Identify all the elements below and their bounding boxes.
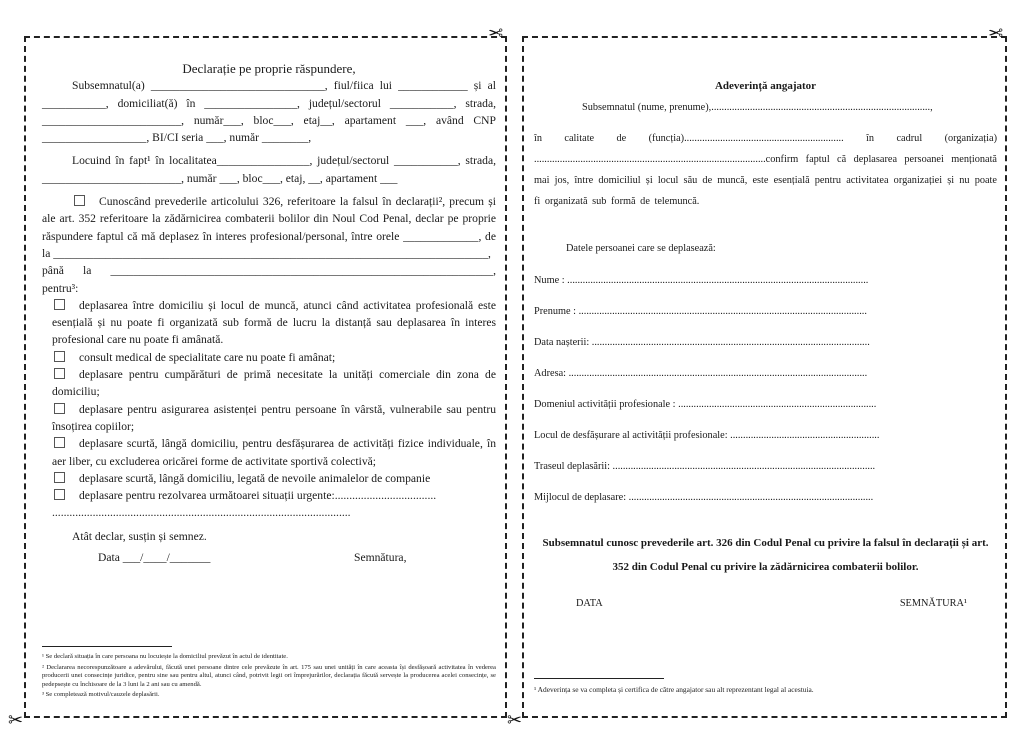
declaration-residence: Locuind în fapt¹ în localitatea________________, județul/sectorul ___________, strada, ________________________, număr ___, bloc___, etaj, __, apartament ___ (42, 154, 496, 185)
declaration-statement (42, 193, 496, 262)
checkbox-icon[interactable] (74, 195, 85, 206)
certificate-title: Adeverință angajator (714, 80, 817, 92)
field-transport[interactable]: Mijlocul de deplasare: ............................................................................................... (534, 492, 874, 503)
option-label: consult medical de specialitate care nu poate fi amânat; (79, 350, 336, 364)
scissors-icon: ✂ (8, 710, 24, 731)
footnotes (42, 646, 496, 702)
certificate-footnote (534, 678, 997, 694)
option-label: deplasare pentru rezolvarea următoarei situații urgente:................................... (79, 489, 437, 503)
option-work (42, 297, 496, 349)
scissors-icon: ✂ (488, 21, 504, 42)
option-pets (42, 470, 496, 487)
option-label: deplasare scurtă, lângă domiciliu, pentru desfășurarea de activități fizice individuale, în aer liber, cu excluderea oricărei forme de activitate sportivă colectivă; (52, 437, 496, 468)
footnote-divider (534, 678, 664, 679)
declaration-intro: Subsemnatul(a) ______________________________, fiul/fiica lui ____________ și al ___________, domiciliat(ă) în ________________, județul/sectorul ___________, strada, ________________________, număr___, bloc___, etaj__, apartament ___, având CNP __________________, BI/CI seria ___, număr ________, (42, 79, 496, 145)
date-label[interactable]: Data ___/____/_______ (98, 551, 211, 565)
field-name[interactable]: Nume : ..................................................................................................................... (534, 275, 869, 286)
footnote-1: ¹ Se declară situația în care persoana nu locuiește la domiciliul prevăzut în actul de identitate. (42, 653, 288, 660)
option-label: deplasare pentru asigurarea asistenței pentru persoane în vârstă, vulnerabile sau pentru însoțirea copiilor; (52, 402, 496, 433)
signature-row (42, 549, 496, 567)
declaration-body (42, 60, 496, 567)
option-exercise (42, 435, 496, 470)
field-address[interactable]: Adresa: .................................................................................................................... (534, 368, 868, 379)
checkbox-icon[interactable] (54, 368, 65, 379)
option-label: deplasare pentru cumpărături de primă necesitate la unități comerciale din zona de domiciliu; (52, 368, 496, 399)
statement-text: Cunoscând prevederile articolului 326, referitoare la falsul în declarații², precum și ale art. 352 referitoare la zădărnicirea combaterii bolilor din Noul Cod Penal, declar pe propriе răspundere faptul că mă deplasez în interes profesional/personal, între orele _____________, de la ___________________________________________________________________________, (42, 195, 496, 260)
declaration-until: până la __________________________________________________________________, pentru³: (42, 264, 496, 295)
cert-date-label[interactable]: DATA (576, 598, 603, 609)
option-medical (42, 349, 496, 366)
employer-confirmation: în calitate de (funcția).............................................................. în cadrul (organizația) ..........................................................................................confirm faptul că deplasarea persoanei menționată mai jos, între domiciliul și locul său de muncă, este esențială pentru activitatea organizației și nu poate fi organizată sub formă de telemuncă. (534, 133, 997, 207)
field-domain[interactable]: Domeniul activității profesionale : ............................................................................. (534, 399, 877, 410)
scissors-icon: ✂ (988, 21, 1004, 42)
closing-statement: Subsemnatul cunosc prevederile art. 326 din Codul Penal cu privire la falsul în declarații și art. 352 din Codul Penal cu privire la zădărnicirea combaterii bolilor. (542, 537, 989, 573)
field-route[interactable]: Traseul deplasării: ...................................................................................................... (534, 461, 876, 472)
option-label: deplasarea între domiciliu și locul de muncă, atunci când activitatea profesională este esențială și nu poate fi organizată sub formă de lucru la distanță sau deplasarea în interes profesional care nu poate fi amânată. (52, 298, 496, 347)
checkbox-icon[interactable] (54, 351, 65, 362)
declaration-title: Declarație pe propriе răspundere, (182, 61, 356, 76)
checkbox-icon[interactable] (54, 489, 65, 500)
footnote-divider (42, 646, 172, 647)
option-urgent (42, 487, 496, 504)
certificate-body (534, 76, 997, 613)
field-workplace[interactable]: Locul de desfășurare al activității profesionale: .......................................................... (534, 430, 880, 441)
certificate-signature-row (534, 593, 997, 613)
footnote-3: ³ Se completează motivul/cauzele deplasării. (42, 691, 160, 699)
declare-text: Atât declar, susțin și semnez. (72, 529, 207, 543)
field-surname[interactable]: Prenume : ................................................................................................................ (534, 306, 867, 317)
cert-signature-label[interactable]: SEMNĂTURA¹ (899, 598, 967, 609)
checkbox-icon[interactable] (54, 403, 65, 414)
urgent-dotline[interactable]: ....................................................................................................... (52, 506, 351, 520)
checkbox-icon[interactable] (54, 472, 65, 483)
employer-name-line[interactable]: Subsemnatul (nume, prenume),....................................................................................., (582, 102, 933, 113)
person-data-heading: Datele persoanei care se deplasează: (566, 243, 716, 254)
field-birthdate[interactable]: Data nașterii: ............................................................................................................ (534, 337, 870, 348)
scissors-icon: ✂ (507, 710, 523, 731)
checkbox-icon[interactable] (54, 299, 65, 310)
certificate-footnote-text: ¹ Adeverința se va completa și certifica de către angajator sau alt reprezentant legal al acestuia. (534, 685, 814, 694)
option-assistance (42, 401, 496, 436)
option-shopping (42, 366, 496, 401)
employer-certificate (522, 36, 1007, 718)
option-label: deplasare scurtă, lângă domiciliu, legată de nevoile animalelor de companie (79, 471, 431, 485)
declaration-form (24, 36, 507, 718)
checkbox-icon[interactable] (54, 437, 65, 448)
footnote-2: ² Declararea necorespunzătoare a adevărului, făcută unei persoane dintre cele prevăzute în art. 175 sau unei unități în care aceasta își desfășoară activitatea în vederea producerii unei consecințe juridice, pentru sine sau pentru altul, atunci când, potrivit legii ori împrejurărilor, declarația făcută servește la producerea acelei consecințe, se pedepsește cu închisoare de la 3 luni la 2 ani sau cu amendă. (42, 663, 496, 688)
signature-label[interactable]: Semnătura, (354, 551, 407, 565)
